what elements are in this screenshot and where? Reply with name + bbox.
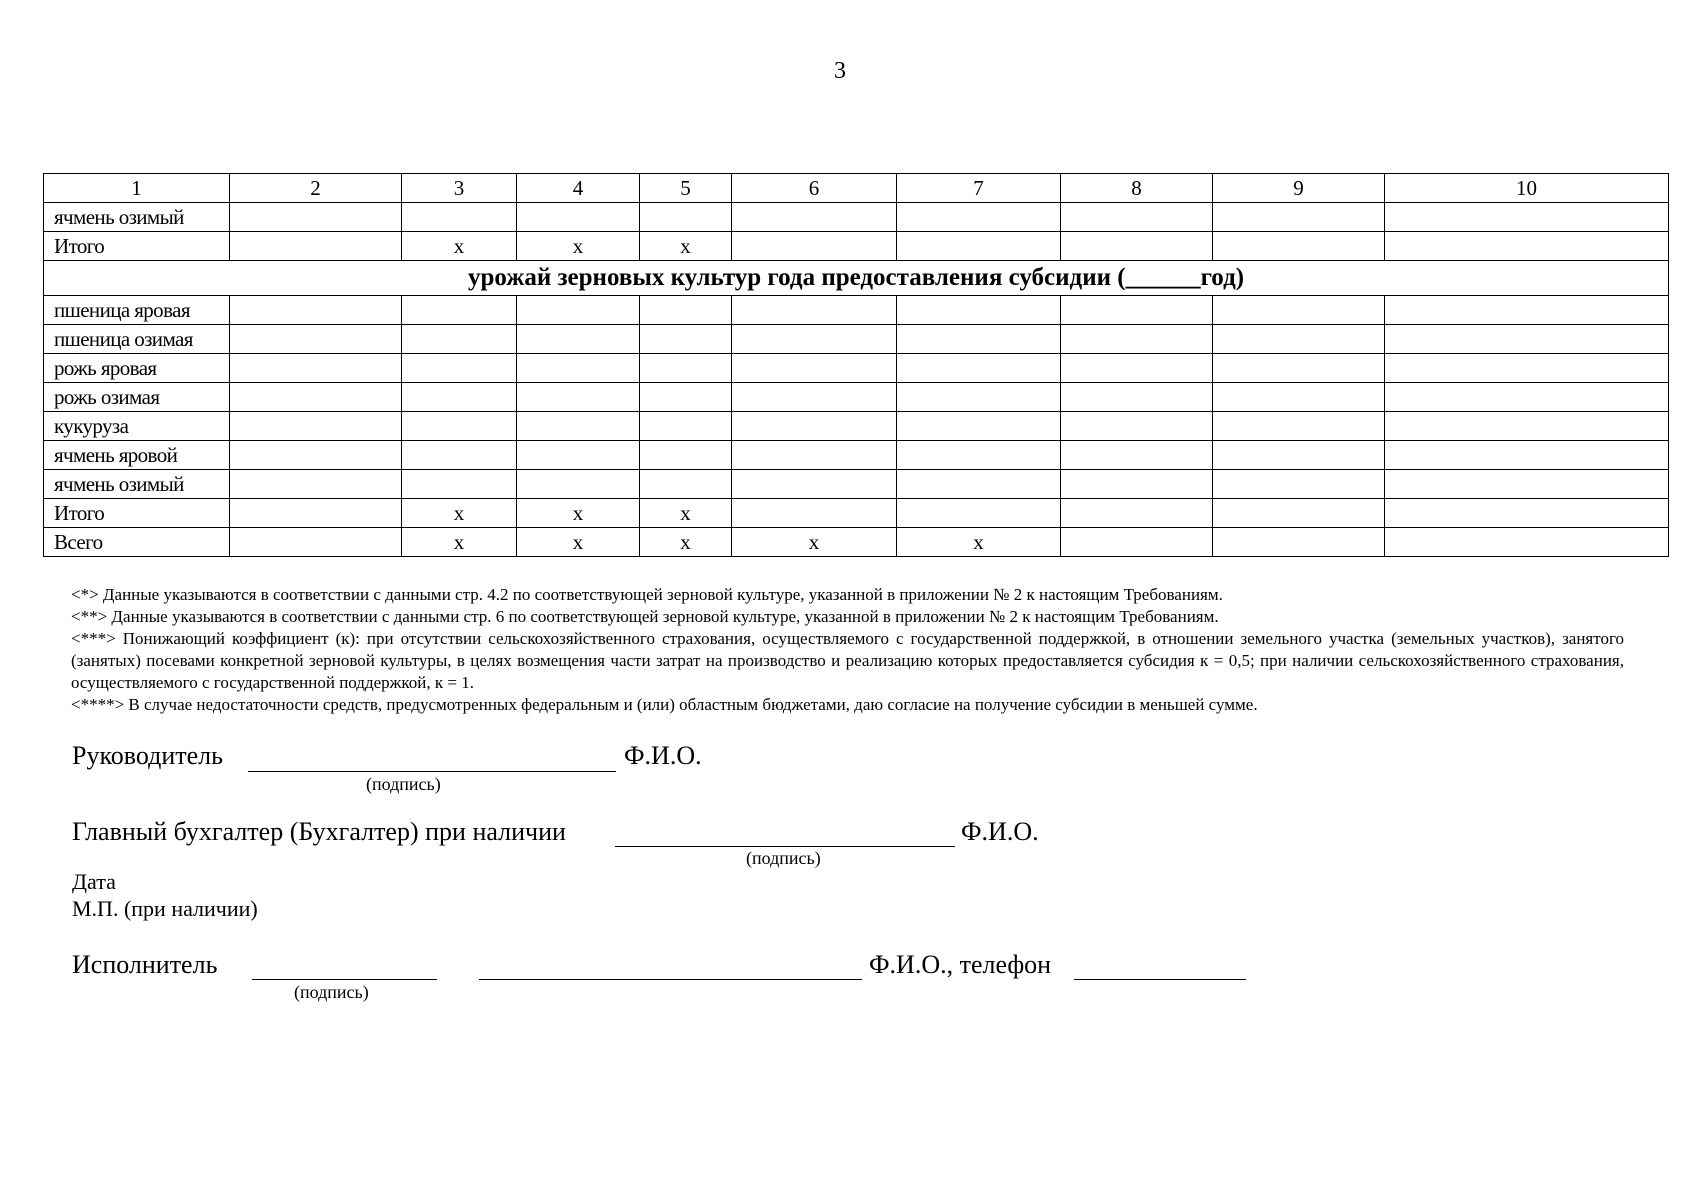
- value-cell[interactable]: [897, 325, 1061, 354]
- empty-cell[interactable]: [1061, 383, 1213, 412]
- crop-name-cell: Итого: [44, 499, 230, 528]
- empty-cell[interactable]: [1385, 296, 1669, 325]
- crop-name-cell: рожь озимая: [44, 383, 230, 412]
- section-header-row: [44, 261, 1669, 296]
- column-header: 2: [230, 174, 402, 203]
- value-cell[interactable]: [897, 383, 1061, 412]
- empty-cell[interactable]: [1061, 470, 1213, 499]
- crop-name-cell: кукуруза: [44, 412, 230, 441]
- value-cell[interactable]: [732, 470, 897, 499]
- value-cell[interactable]: [517, 325, 640, 354]
- column-header: 1: [44, 174, 230, 203]
- crop-name-cell: ячмень озимый: [44, 470, 230, 499]
- empty-cell[interactable]: [1213, 528, 1385, 557]
- column-header: 8: [1061, 174, 1213, 203]
- value-cell[interactable]: [402, 203, 517, 232]
- value-cell[interactable]: [640, 203, 732, 232]
- value-cell[interactable]: [732, 203, 897, 232]
- value-cell[interactable]: х: [640, 232, 732, 261]
- crop-name-cell: Итого: [44, 232, 230, 261]
- value-cell[interactable]: х: [517, 499, 640, 528]
- table-row: [44, 441, 1669, 470]
- crop-name-cell: рожь яровая: [44, 354, 230, 383]
- empty-cell[interactable]: [230, 296, 402, 325]
- crop-name-cell: ячмень яровой: [44, 441, 230, 470]
- value-cell[interactable]: [402, 412, 517, 441]
- footnote: <****> В случае недостаточности средств, предусмотренных федеральным и (или) областным бюджетами, даю согласие на получение субсидии в меньшей сумме.: [71, 695, 1258, 714]
- empty-cell[interactable]: [1385, 354, 1669, 383]
- executor-signature-caption: (подпись): [294, 982, 369, 1002]
- table-row: [44, 325, 1669, 354]
- value-cell[interactable]: [732, 232, 897, 261]
- value-cell[interactable]: [402, 354, 517, 383]
- accountant-label: Главный бухгалтер (Бухгалтер) при наличии: [72, 817, 566, 846]
- table-row: [44, 232, 1669, 261]
- value-cell[interactable]: х: [402, 528, 517, 557]
- subsidy-table: [43, 173, 1669, 557]
- empty-cell[interactable]: [1061, 325, 1213, 354]
- empty-cell[interactable]: [1061, 499, 1213, 528]
- value-cell[interactable]: [897, 296, 1061, 325]
- table-row: [44, 296, 1669, 325]
- value-cell[interactable]: [640, 470, 732, 499]
- column-header: 10: [1385, 174, 1669, 203]
- value-cell[interactable]: [640, 296, 732, 325]
- value-cell[interactable]: х: [640, 528, 732, 557]
- column-number-row: [44, 174, 1669, 203]
- value-cell[interactable]: [517, 383, 640, 412]
- value-cell[interactable]: [517, 203, 640, 232]
- value-cell[interactable]: [732, 325, 897, 354]
- value-cell[interactable]: х: [402, 232, 517, 261]
- value-cell[interactable]: [897, 412, 1061, 441]
- value-cell[interactable]: х: [402, 499, 517, 528]
- value-cell[interactable]: [402, 383, 517, 412]
- value-cell[interactable]: х: [732, 528, 897, 557]
- empty-cell[interactable]: [1061, 528, 1213, 557]
- empty-cell[interactable]: [230, 528, 402, 557]
- empty-cell[interactable]: [1213, 325, 1385, 354]
- value-cell[interactable]: [517, 354, 640, 383]
- empty-cell[interactable]: [1061, 232, 1213, 261]
- value-cell[interactable]: [732, 412, 897, 441]
- empty-cell[interactable]: [230, 412, 402, 441]
- empty-cell[interactable]: [1061, 296, 1213, 325]
- accountant-signature-caption: (подпись): [746, 848, 821, 868]
- head-fio-label: Ф.И.О.: [624, 741, 702, 770]
- empty-cell[interactable]: [1213, 499, 1385, 528]
- empty-cell[interactable]: [1213, 232, 1385, 261]
- empty-cell[interactable]: [1385, 412, 1669, 441]
- value-cell[interactable]: [732, 499, 897, 528]
- value-cell[interactable]: [732, 441, 897, 470]
- empty-cell[interactable]: [1213, 412, 1385, 441]
- head-signature-line[interactable]: [248, 771, 616, 772]
- value-cell[interactable]: [517, 441, 640, 470]
- empty-cell[interactable]: [1213, 203, 1385, 232]
- value-cell[interactable]: [640, 412, 732, 441]
- column-header: 7: [897, 174, 1061, 203]
- value-cell[interactable]: [640, 383, 732, 412]
- empty-cell[interactable]: [230, 354, 402, 383]
- empty-cell[interactable]: [1213, 383, 1385, 412]
- table-row: [44, 383, 1669, 412]
- empty-cell[interactable]: [1213, 296, 1385, 325]
- column-header: 5: [640, 174, 732, 203]
- column-header: 3: [402, 174, 517, 203]
- value-cell[interactable]: [897, 203, 1061, 232]
- value-cell[interactable]: [732, 383, 897, 412]
- executor-label: Исполнитель: [72, 950, 218, 979]
- empty-cell[interactable]: [1385, 232, 1669, 261]
- executor-signature-line[interactable]: [252, 979, 437, 980]
- crop-name-cell: пшеница яровая: [44, 296, 230, 325]
- empty-cell[interactable]: [230, 470, 402, 499]
- empty-cell[interactable]: [1061, 441, 1213, 470]
- stamp-label: М.П. (при наличии): [72, 896, 258, 921]
- column-header: 9: [1213, 174, 1385, 203]
- value-cell[interactable]: х: [517, 232, 640, 261]
- empty-cell[interactable]: [1385, 528, 1669, 557]
- table-row: [44, 499, 1669, 528]
- footnote: <***> Понижающий коэффициент (к): при отсутствии сельскохозяйственного страхования, осуществляемого с государственной поддержкой, в отношении земельного участка (земельных участков), занятого (занятых) посевами конкретной зерновой культуры, в целях возмещения части затрат на производство и реализацию которых предоставляется субсидия к = 0,5; при наличии сельскохозяйственного страхования, осуществляемого с государственной поддержкой, к = 1.: [71, 629, 1624, 692]
- value-cell[interactable]: х: [640, 499, 732, 528]
- section-title: урожай зерновых культур года предоставления субсидии (______год): [44, 261, 1669, 296]
- value-cell[interactable]: [517, 412, 640, 441]
- empty-cell[interactable]: [1061, 203, 1213, 232]
- value-cell[interactable]: [897, 232, 1061, 261]
- value-cell[interactable]: [897, 499, 1061, 528]
- empty-cell[interactable]: [1385, 325, 1669, 354]
- footnote: <**> Данные указываются в соответствии с данными стр. 6 по соответствующей зерновой культуре, указанной в приложении № 2 к настоящим Требованиям.: [71, 607, 1219, 626]
- empty-cell[interactable]: [1385, 499, 1669, 528]
- value-cell[interactable]: [897, 470, 1061, 499]
- empty-cell[interactable]: [1385, 203, 1669, 232]
- footnotes: [71, 584, 1624, 716]
- empty-cell[interactable]: [1213, 441, 1385, 470]
- table-row: [44, 203, 1669, 232]
- table-row: [44, 412, 1669, 441]
- crop-name-cell: Всего: [44, 528, 230, 557]
- value-cell[interactable]: [732, 354, 897, 383]
- empty-cell[interactable]: [230, 203, 402, 232]
- page-number: 3: [834, 58, 846, 84]
- footnote: <*> Данные указываются в соответствии с данными стр. 4.2 по соответствующей зерновой культуре, указанной в приложении № 2 к настоящим Требованиям.: [71, 585, 1223, 604]
- value-cell[interactable]: х: [517, 528, 640, 557]
- value-cell[interactable]: [402, 296, 517, 325]
- table-row: [44, 470, 1669, 499]
- empty-cell[interactable]: [230, 383, 402, 412]
- value-cell[interactable]: [517, 296, 640, 325]
- accountant-signature-line[interactable]: [615, 846, 955, 847]
- value-cell[interactable]: [897, 354, 1061, 383]
- crop-name-cell: пшеница озимая: [44, 325, 230, 354]
- executor-fio-line[interactable]: [479, 979, 862, 980]
- empty-cell[interactable]: [1385, 441, 1669, 470]
- column-header: 4: [517, 174, 640, 203]
- value-cell[interactable]: [402, 470, 517, 499]
- value-cell[interactable]: х: [897, 528, 1061, 557]
- executor-fio-label: Ф.И.О., телефон: [869, 950, 1052, 979]
- value-cell[interactable]: [897, 441, 1061, 470]
- empty-cell[interactable]: [1061, 354, 1213, 383]
- table-row: [44, 528, 1669, 557]
- value-cell[interactable]: [640, 325, 732, 354]
- empty-cell[interactable]: [230, 441, 402, 470]
- empty-cell[interactable]: [1385, 383, 1669, 412]
- head-signature-caption: (подпись): [366, 774, 441, 794]
- value-cell[interactable]: [640, 441, 732, 470]
- accountant-fio-label: Ф.И.О.: [961, 817, 1039, 846]
- column-header: 6: [732, 174, 897, 203]
- empty-cell[interactable]: [1213, 354, 1385, 383]
- date-label: Дата: [72, 869, 116, 894]
- empty-cell[interactable]: [230, 325, 402, 354]
- value-cell[interactable]: [640, 354, 732, 383]
- empty-cell[interactable]: [1385, 470, 1669, 499]
- executor-phone-line[interactable]: [1074, 979, 1246, 980]
- value-cell[interactable]: [402, 441, 517, 470]
- table-row: [44, 354, 1669, 383]
- value-cell[interactable]: [517, 470, 640, 499]
- empty-cell[interactable]: [230, 232, 402, 261]
- crop-name-cell: ячмень озимый: [44, 203, 230, 232]
- empty-cell[interactable]: [230, 499, 402, 528]
- value-cell[interactable]: [732, 296, 897, 325]
- value-cell[interactable]: [402, 325, 517, 354]
- head-label: Руководитель: [72, 741, 223, 770]
- empty-cell[interactable]: [1061, 412, 1213, 441]
- empty-cell[interactable]: [1213, 470, 1385, 499]
